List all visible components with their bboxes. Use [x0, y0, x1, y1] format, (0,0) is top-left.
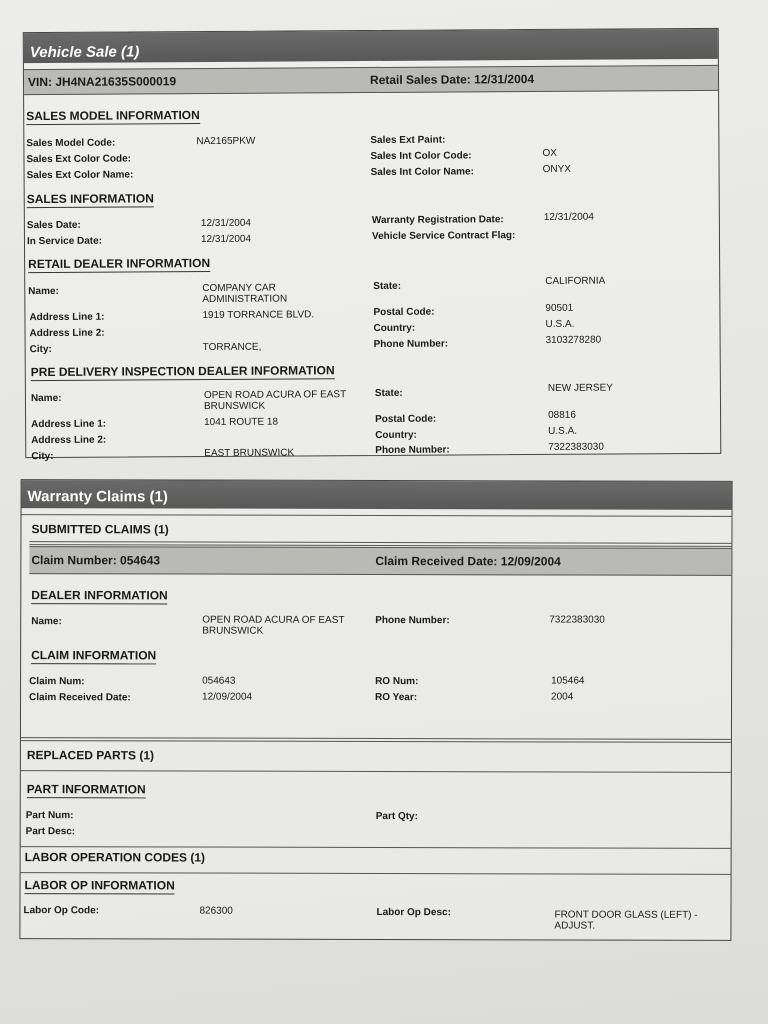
divider	[21, 737, 731, 743]
divider	[21, 872, 731, 875]
claim-number-bar	[29, 546, 731, 576]
divider	[22, 514, 732, 517]
warranty-reg-date-value: 12/31/2004	[543, 211, 594, 223]
pdi-dealer-name-label: Name:	[30, 392, 62, 405]
claim-received-value: 12/09/2004	[202, 691, 253, 703]
retail-dealer-phone-value: 3103278280	[545, 334, 602, 346]
part-info-heading: PART INFORMATION	[26, 782, 146, 797]
vsc-flag-label: Vehicle Service Contract Flag:	[371, 230, 516, 243]
in-service-date-value: 12/31/2004	[200, 233, 252, 246]
pdi-dealer-country-label: Country:	[375, 429, 417, 441]
divider	[21, 846, 731, 849]
pdi-dealer-postal-value: 08816	[548, 409, 576, 421]
retail-dealer-city-label: City:	[29, 343, 52, 356]
sales-model-code-value: NA2165PKW	[196, 135, 256, 148]
pdi-dealer-addr2-label: Address Line 2:	[31, 434, 107, 447]
labor-op-code-value: 826300	[199, 905, 233, 917]
sales-int-color-name-label: Sales Int Color Name:	[370, 166, 474, 179]
retail-dealer-state-label: State:	[373, 280, 402, 292]
labor-op-code-label: Labor Op Code:	[23, 905, 100, 917]
claim-num-label: Claim Num:	[29, 676, 85, 688]
part-num-label: Part Num:	[25, 810, 74, 822]
ro-year-label: RO Year:	[375, 691, 418, 704]
ro-num-value: 105464	[551, 675, 585, 687]
retail-dealer-addr1-value: 1919 TORRANCE BLVD.	[202, 309, 315, 322]
labor-op-info-heading: LABOR OP INFORMATION	[24, 878, 175, 893]
vehicle-sale-title	[24, 29, 718, 63]
retail-dealer-country-label: Country:	[373, 322, 416, 334]
pdi-dealer-state-label: State:	[374, 387, 403, 399]
claim-received-date-header: Claim Received Date: 12/09/2004	[375, 553, 561, 569]
ro-year-value: 2004	[551, 691, 574, 703]
vin-text: VIN: JH4NA21635S000019	[27, 74, 177, 90]
pdi-dealer-name-value: OPEN ROAD ACURA OF EAST BRUNSWICK	[203, 389, 347, 413]
claim-number: Claim Number: 054643	[31, 553, 161, 568]
pdi-dealer-phone-label: Phone Number:	[375, 444, 450, 456]
pdi-dealer-heading: PRE DELIVERY INSPECTION DEALER INFORMATION	[30, 363, 335, 380]
submitted-claims-label: SUBMITTED CLAIMS (1)	[31, 522, 169, 537]
warranty-claims-panel	[19, 479, 732, 941]
pdi-dealer-postal-label: Postal Code:	[375, 413, 437, 425]
vehicle-sale-title-text: Vehicle Sale (1)	[29, 43, 140, 62]
sales-ext-color-name-label: Sales Ext Color Name:	[26, 169, 134, 182]
dealer-name-value: OPEN ROAD ACURA OF EAST BRUNSWICK	[202, 614, 345, 637]
retail-dealer-phone-label: Phone Number:	[373, 338, 449, 350]
sales-int-color-name-value: ONYX	[542, 163, 571, 175]
sales-model-heading: SALES MODEL INFORMATION	[26, 108, 200, 124]
sales-date-label: Sales Date:	[26, 219, 81, 232]
sales-info-heading: SALES INFORMATION	[26, 191, 154, 207]
part-desc-label: Part Desc:	[25, 826, 76, 838]
retail-dealer-addr1-label: Address Line 1:	[29, 311, 105, 324]
sales-date-value: 12/31/2004	[200, 217, 251, 230]
replaced-parts-label: REPLACED PARTS (1)	[26, 748, 155, 763]
in-service-date-label: In Service Date:	[26, 235, 103, 248]
sales-ext-color-code-label: Sales Ext Color Code:	[26, 153, 131, 166]
claim-info-heading: CLAIM INFORMATION	[31, 648, 157, 663]
labor-op-desc-value: FRONT DOOR GLASS (LEFT) - ADJUST.	[554, 909, 698, 932]
retail-dealer-postal-value: 90501	[545, 302, 574, 314]
retail-dealer-name-label: Name:	[28, 285, 59, 298]
retail-dealer-country-value: U.S.A.	[545, 318, 575, 330]
sales-ext-paint-label: Sales Ext Paint:	[370, 134, 446, 147]
labor-op-codes-label: LABOR OPERATION CODES (1)	[24, 850, 206, 865]
pdi-dealer-addr1-value: 1041 ROUTE 18	[204, 416, 279, 429]
pdi-dealer-city-label: City:	[31, 450, 54, 463]
retail-dealer-heading: RETAIL DEALER INFORMATION	[28, 255, 211, 272]
sales-int-color-code-label: Sales Int Color Code:	[370, 150, 472, 163]
warranty-claims-title-text: Warranty Claims (1)	[27, 488, 168, 506]
part-qty-label: Part Qty:	[375, 810, 418, 823]
retail-dealer-city-value: TORRANCE,	[202, 341, 262, 354]
retail-dealer-addr2-label: Address Line 2:	[29, 327, 105, 340]
sales-model-code-label: Sales Model Code:	[26, 137, 116, 150]
warranty-claims-title	[22, 480, 732, 510]
claim-received-label: Claim Received Date:	[29, 692, 131, 704]
retail-dealer-state-value: CALIFORNIA	[545, 275, 606, 287]
pdi-dealer-city-value: EAST BRUNSWICK	[204, 447, 295, 460]
divider	[21, 770, 731, 773]
labor-op-desc-label: Labor Op Desc:	[376, 907, 451, 919]
ro-num-label: RO Num:	[375, 675, 419, 688]
retail-dealer-name-value: COMPANY CAR ADMINISTRATION	[202, 282, 288, 306]
vehicle-sale-panel	[23, 28, 722, 463]
dealer-phone-value: 7322383030	[549, 614, 605, 626]
retail-sales-date: Retail Sales Date: 12/31/2004	[369, 72, 535, 88]
vin-bar	[24, 65, 718, 95]
sales-int-color-code-value: OX	[542, 147, 557, 159]
dealer-phone-label: Phone Number:	[375, 614, 450, 627]
pdi-dealer-state-value: NEW JERSEY	[547, 382, 613, 394]
dealer-name-label: Name:	[31, 616, 62, 628]
claim-num-value: 054643	[202, 675, 236, 687]
warranty-reg-date-label: Warranty Registration Date:	[371, 214, 504, 227]
pdi-dealer-country-value: U.S.A.	[548, 425, 578, 437]
pdi-dealer-addr1-label: Address Line 1:	[31, 418, 107, 431]
pdi-dealer-phone-value: 7322383030	[548, 441, 604, 453]
retail-dealer-postal-label: Postal Code:	[373, 306, 435, 318]
dealer-info-heading: DEALER INFORMATION	[31, 588, 168, 603]
